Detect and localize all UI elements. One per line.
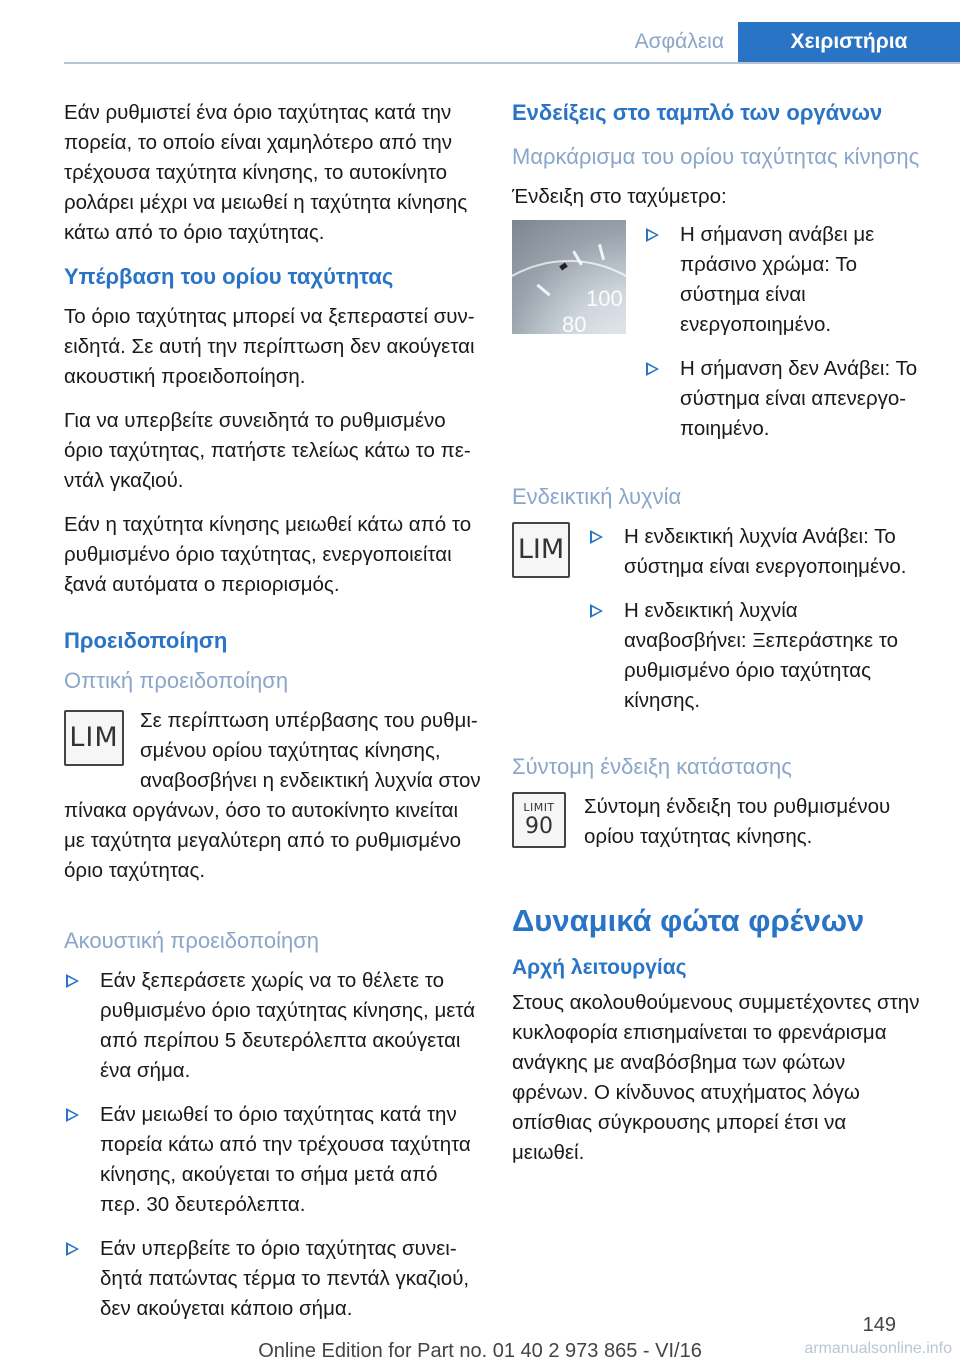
heading-dynamic-brake-lights: Δυναμικά φώτα φρένων (512, 903, 865, 938)
principle-paragraph: Στους ακολουθούμενους συμμετέχοντες στην κυκλοφορία επισημαίνεται το φρενάρισμα ανάγκης με αναβόσβημα των φώτων φρένων. Ο κίνδυνος ατυχήματος λόγω οπίσθιας σύγκρουσης μπορεί έτσι να μειωθεί. (512, 991, 920, 1164)
triangle-bullet-icon (646, 228, 659, 242)
page-header (64, 22, 960, 64)
heading-short-status: Σύντομη ένδειξη κατάστασης (512, 754, 792, 779)
lim-indicator-icon: LIM (64, 710, 124, 766)
right-column (512, 98, 920, 1182)
visual-warning-paragraph: Σε περίπτωση υπέρβασης του ρυθμισμένου ορίου ταχύτητας κίνησης, αναβοσβήνει η ενδεικτική λυχνία στον πίνακα οργάνων, όσο το αυτοκίνητο κινείται με ταχύτητα μεγαλύτερη από το ρυθμισμένο όριο ταχύτητας. (64, 709, 481, 882)
triangle-bullet-icon (590, 530, 603, 544)
triangle-bullet-icon (590, 604, 603, 618)
list-item: Η ενδεικτική λυχνία Ανάβει: Το σύστημα είναι ενεργοποιημένο. (588, 522, 920, 582)
speed-label-80: 80 (562, 312, 587, 334)
indicator-lamp-list (588, 522, 920, 730)
triangle-bullet-icon (66, 1108, 79, 1122)
indicator-lamp-row (512, 522, 920, 730)
heading-warning: Προειδοποίηση (64, 628, 228, 653)
triangle-bullet-icon (646, 362, 659, 376)
triangle-bullet-icon (66, 974, 79, 988)
heading-acoustic-warning: Ακουστική προειδοποίηση (64, 928, 320, 953)
heading-indicators: Ενδείξεις στο ταμπλό των οργάνων (512, 100, 883, 125)
edition-line: Online Edition for Part no. 01 40 2 973 865 - VI/16 (258, 1340, 702, 1362)
list-item: Η σήμανση ανάβει με πράσινο χρώμα: Το σύστημα είναι ενεργοποιημένο. (644, 220, 920, 340)
section-tab[interactable]: Ασφάλεια (634, 30, 724, 53)
exceed-paragraph-2: Για να υπερβείτε συνειδητά το ρυθμισμένο όριο ταχύτητας, πατήστε τελείως κάτω το πεντάλ γκαζιού. (64, 409, 471, 492)
limit-90-icon: LIMIT 90 (512, 792, 566, 848)
heading-indicator-lamp: Ενδεικτική λυχνία (512, 484, 682, 509)
left-column (64, 98, 482, 1338)
list-item: Η ενδεικτική λυχνία αναβοσβήνει: Ξεπεράστηκε το ρυθμισμένο όριο ταχύτητας κίνησης. (588, 596, 920, 716)
intro-paragraph: Εάν ρυθμιστεί ένα όριο ταχύτητας κατά την πορεία, το οποίο είναι χαμηλότερο από την τρέχουσα ταχύτητα κίνησης, το αυτοκίνητο ρολάρει μέχρι να μειωθεί η ταχύτητα κίνησης κάτω από το όριο ταχύτητας. (64, 101, 468, 244)
speedometer-image (512, 220, 626, 334)
chapter-tab[interactable]: Χειριστήρια (738, 22, 960, 62)
heading-visual-warning: Οπτική προειδοποίηση (64, 668, 289, 693)
triangle-bullet-icon (66, 1242, 79, 1256)
speed-label-100: 100 (586, 286, 623, 311)
speedometer-caption: Ένδειξη στο ταχύμετρο: (512, 185, 727, 208)
heading-principle: Αρχή λειτουργίας (512, 956, 687, 979)
page-number: 149 (862, 1314, 896, 1336)
exceed-paragraph-3: Εάν η ταχύτητα κίνησης μειωθεί κάτω από το ρυθμισμένο όριο ταχύτητας, ενεργοποιείται ξανά αυτόματα ο περιορισμός. (64, 513, 472, 596)
acoustic-warning-list (64, 966, 482, 1324)
heading-limit-marking: Μαρκάρισμα του ορίου ταχύτητας κίνησης (512, 144, 920, 169)
exceed-paragraph-1: Το όριο ταχύτητας μπορεί να ξεπεραστεί συνειδητά. Σε αυτή την περίπτωση δεν ακούγεται ακουστική προειδοποίηση. (64, 305, 475, 388)
speedometer-row (512, 220, 920, 458)
list-item: Εάν μειωθεί το όριο ταχύτητας κατά την πορεία κάτω από την τρέχουσα ταχύτητα κίνησης, ακούγεται το σήμα μετά από περ. 30 δευτερόλεπτα. (64, 1100, 482, 1220)
speedometer-list (644, 220, 920, 458)
short-status-row (512, 792, 920, 852)
short-status-paragraph: Σύντομη ένδειξη του ρυθμισμένου ορίου ταχύτητας κίνησης. (584, 795, 891, 848)
lim-indicator-icon: LIM (512, 522, 570, 578)
list-item: Εάν υπερβείτε το όριο ταχύτητας συνειδητά πατώντας τέρμα το πεντάλ γκαζιού, δεν ακούγεται κάποιο σήμα. (64, 1234, 482, 1324)
list-item: Η σήμανση δεν Ανάβει: Το σύστημα είναι απενεργοποιημένο. (644, 354, 920, 444)
list-item: Εάν ξεπεράσετε χωρίς να το θέλετε το ρυθμισμένο όριο ταχύτητας κίνησης, μετά από περίπου 5 δευτερόλεπτα ακούγεται ένα σήμα. (64, 966, 482, 1086)
heading-exceed-limit: Υπέρβαση του ορίου ταχύτητας (64, 264, 394, 289)
watermark: armanualsonline.info (804, 1340, 952, 1357)
